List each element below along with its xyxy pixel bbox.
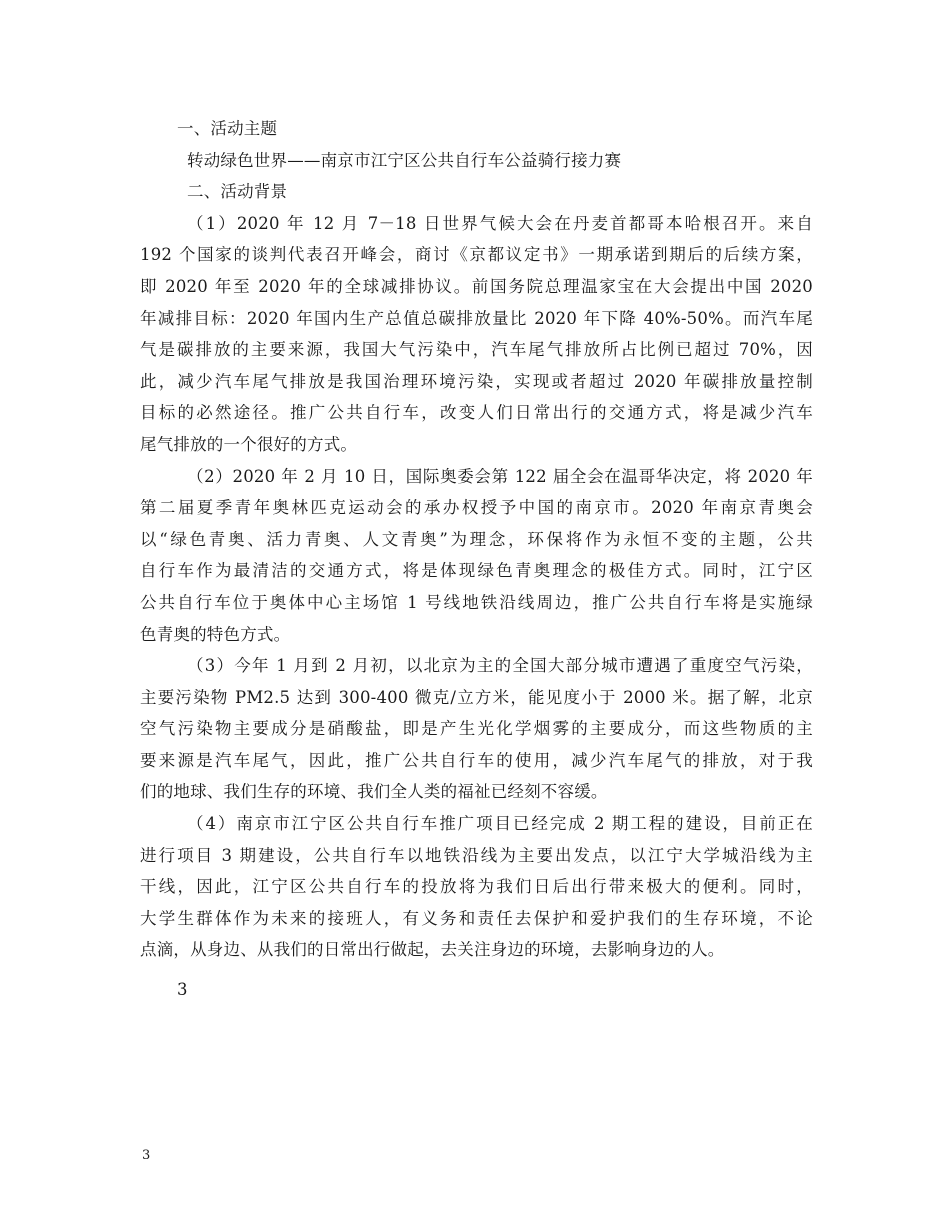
paragraph-line: （4）南京市江宁区公共自行车推广项目已经完成 2 期工程的建设，目前正在 — [187, 814, 813, 834]
paragraph-line: （2）2020 年 2 月 10 日，国际奥委会第 122 届全会在温哥华决定，将 2020 年 — [187, 466, 813, 486]
paragraph-line: 空气污染物主要成分是硝酸盐，即是产生光化学烟雾的主要成分，而这些物质的主 — [140, 719, 813, 739]
document-body — [140, 113, 813, 1006]
paragraph-line: （3）今年 1 月到 2 月初，以北京为主的全国大部分城市遭遇了重度空气污染， — [187, 656, 813, 676]
paragraph-line: 要来源是汽车尾气，因此，推广公共自行车的使用，减少汽车尾气的排放，对于我 — [140, 750, 813, 770]
paragraph-2 — [140, 461, 813, 651]
paragraph-line: 192 个国家的谈判代表召开峰会，商讨《京都议定书》一期承诺到期后的后续方案， — [140, 245, 813, 265]
paragraph-line: 点滴，从身边、从我们的日常出行做起，去关注身边的环境，去影响身边的人。 — [140, 940, 725, 960]
section-heading-background: 二、活动背景 — [187, 182, 288, 202]
paragraph-4 — [140, 808, 813, 966]
paragraph-line: 此，减少汽车尾气排放是我国治理环境污染，实现或者超过 2020 年碳排放量控制 — [140, 371, 813, 391]
paragraph-line: 公共自行车位于奥体中心主场馆 1 号线地铁沿线周边，推广公共自行车将是实施绿 — [140, 592, 813, 612]
activity-title: 转动绿色世界——南京市江宁区公共自行车公益骑行接力赛 — [187, 150, 622, 170]
paragraph-line: （1）2020 年 12 月 7－18 日世界气候大会在丹麦首都哥本哈根召开。来自 — [187, 213, 813, 233]
paragraph-line: 进行项目 3 期建设，公共自行车以地铁沿线为主要出发点，以江宁大学城沿线为主 — [140, 845, 813, 865]
inline-number: 3 — [177, 980, 188, 1000]
paragraph-line: 尾气排放的一个很好的方式。 — [140, 434, 358, 454]
paragraph-line: 目标的必然途径。推广公共自行车，改变人们日常出行的交通方式，将是减少汽车 — [140, 403, 813, 423]
paragraph-line: 第二届夏季青年奥林匹克运动会的承办权授予中国的南京市。2020 年南京青奥会 — [140, 498, 813, 518]
paragraph-line: 气是碳排放的主要来源，我国大气污染中，汽车尾气排放所占比例已超过 70%，因 — [140, 340, 813, 360]
paragraph-line: 干线，因此，江宁区公共自行车的投放将为我们日后出行带来极大的便利。同时， — [140, 877, 813, 897]
section-heading-theme: 一、活动主题 — [177, 119, 278, 138]
paragraph-1 — [140, 208, 813, 461]
paragraph-line: 大学生群体作为未来的接班人，有义务和责任去保护和爱护我们的生存环境，不论 — [140, 908, 813, 928]
page-number: 3 — [142, 1148, 151, 1163]
paragraph-line: 色青奥的特色方式。 — [140, 624, 291, 644]
paragraph-line: 主要污染物 PM2.5 达到 300-400 微克/立方米，能见度小于 2000 米。据了解，北京 — [140, 687, 813, 707]
paragraph-line: 们的地球、我们生存的环境、我们全人类的福祉已经刻不容缓。 — [140, 782, 608, 802]
paragraph-3 — [140, 650, 813, 808]
paragraph-line: 自行车作为最清洁的交通方式，将是体现绿色青奥理念的极佳方式。同时，江宁区 — [140, 561, 813, 581]
paragraph-line: 即 2020 年至 2020 年的全球减排协议。前国务院总理温家宝在大会提出中国 2020 — [140, 276, 813, 296]
paragraph-line: 以“绿色青奥、活力青奥、人文青奥”为理念，环保将作为永恒不变的主题，公共 — [140, 529, 813, 549]
paragraph-line: 年减排目标：2020 年国内生产总值总碳排放量比 2020 年下降 40%-50%。而汽车尾 — [140, 308, 813, 328]
